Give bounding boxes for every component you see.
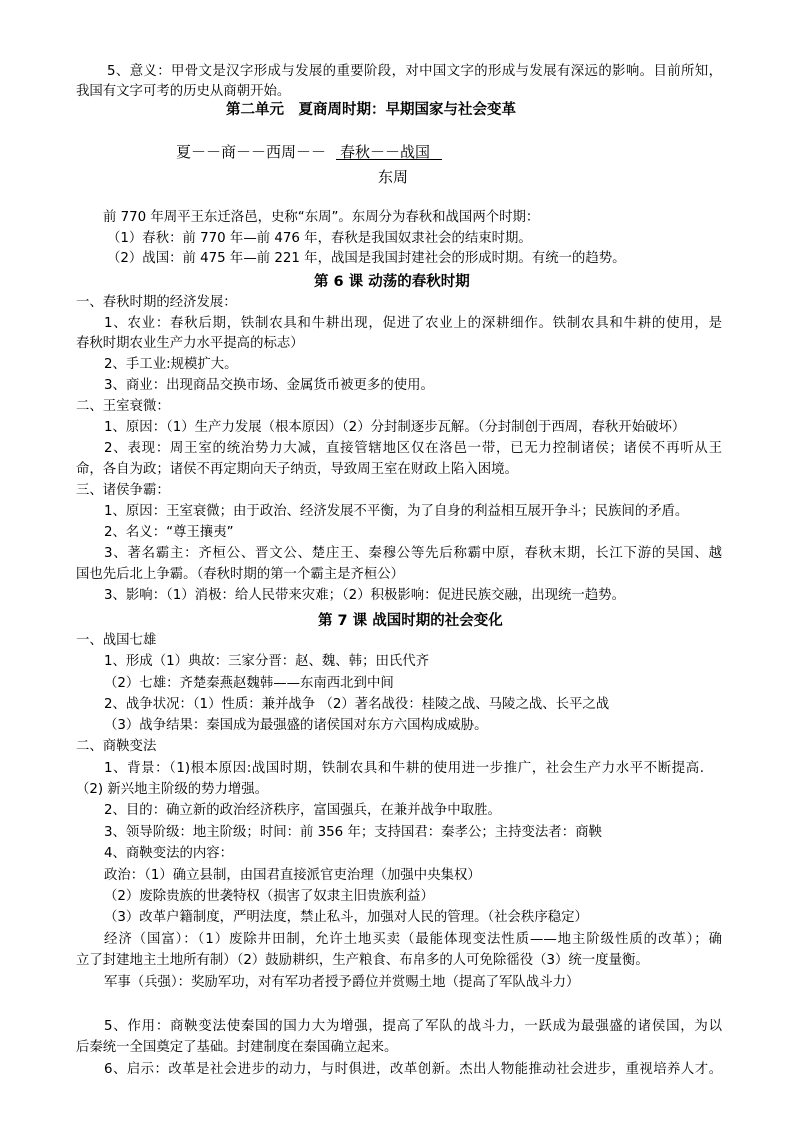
lesson6-title: 第 6 课 动荡的春秋时期 — [314, 274, 470, 290]
lesson7-s1-3: 2、战争状况：（1）性质：兼并战争 （2）著名战役：桂陵之战、马陵之战、长平之战 — [104, 697, 610, 712]
unit2-title: 第二单元 夏商周时期：早期国家与社会变革 — [226, 102, 516, 118]
lesson7-s1-2: （2）七雄：齐楚秦燕赵魏韩——东南西北到中间 — [104, 676, 394, 691]
lesson7-section-1: 一、战国七雄 — [76, 633, 157, 648]
significance-line-2: 我国有文字可考的历史从商朝开始。 — [76, 84, 291, 99]
unit2-para-3: （2）战国：前 475 年—前 221 年，战国是我国封建社会的形成时期。有统一的趋势。 — [107, 251, 626, 266]
lesson7-reform-politics-1: 政治：（1）确立县制，由国君直接派官吏治理（加强中央集权） — [104, 868, 481, 883]
lesson6-s1-1a: 1、农业：春秋后期，铁制农具和牛耕出现，促进了农业上的深耕细作。铁制农具和牛耕的使用，是 — [104, 316, 722, 331]
lesson6-s2-2a: 2、表现：周王室的统治势力大减，直接管辖地区仅在洛邑一带，已无力控制诸侯；诸侯不再听从王 — [104, 441, 722, 456]
lesson7-s2-1b: （2) 新兴地主阶级的势力增强。 — [76, 782, 269, 797]
lesson7-s2-5b: 后秦统一全国奠定了基础。封建制度在秦国确立起来。 — [76, 1040, 398, 1055]
lesson7-title: 第 7 课 战国时期的社会变化 — [318, 613, 503, 629]
lesson7-reform-economy-1: 经济（国富）：（1）废除井田制，允许土地买卖（最能体现变法性质——地主阶级性质的改革）；确 — [104, 932, 722, 947]
lesson6-s2-1: 1、原因：（1）生产力发展（根本原因）（2）分封制逐步瓦解。（分封制创于西周，春秋开始破坏） — [104, 420, 686, 435]
unit2-para-2: （1）春秋：前 770 年—前 476 年，春秋是我国奴隶社会的结束时期。 — [107, 231, 532, 246]
lesson6-s1-2: 2、手工业:规模扩大。 — [104, 357, 238, 372]
unit2-para-1: 前 770 年周平王东迁洛邑，史称“东周”。东周分为春秋和战国两个时期： — [103, 210, 540, 225]
lesson7-s2-2: 2、目的：确立新的政治经济秩序，富国强兵，在兼并战争中取胜。 — [104, 803, 501, 818]
lesson6-s3-3b: 国也先后北上争霸。（春秋时期的第一个霸主是齐桓公） — [76, 567, 405, 582]
lesson7-reform-politics-2: （2）废除贵族的世袭特权（损害了奴隶主旧贵族利益） — [104, 889, 434, 904]
lesson7-reform-politics-3: （3）改革户籍制度，严明法度，禁止私斗，加强对人民的管理。（社会秩序稳定） — [104, 910, 588, 925]
eastern-zhou-underline — [336, 159, 442, 160]
lesson6-section-2: 二、王室衰微： — [76, 399, 170, 414]
lesson6-s3-2: 2、名义：“尊王攘夷” — [104, 525, 234, 540]
timeline-main: 夏－－商－－西周－－ — [176, 143, 327, 161]
lesson6-s3-1: 1、原因：王室衰微；由于政治、经济发展不平衡，为了自身的利益相互展开争斗；民族间的矛盾。 — [104, 504, 689, 519]
lesson7-reform-economy-2: 立了封建地主土地所有制）（2）鼓励耕织，生产粮食、布帛多的人可免除徭役（3）统一度量衡。 — [76, 953, 649, 968]
lesson7-s1-1: 1、形成（1）典故：三家分晋：赵、魏、韩；田氏代齐 — [104, 654, 430, 669]
lesson6-s3-4: 3、影响：（1）消极：给人民带来灾难；（2）积极影响：促进民族交融，出现统一趋势。 — [104, 588, 625, 603]
lesson7-s2-4: 4、商鞅变法的内容： — [104, 846, 234, 861]
lesson7-s2-3: 3、领导阶级：地主阶级；时间：前 356 年；支持国君：秦孝公；主持变法者：商鞅 — [104, 825, 602, 840]
lesson6-s1-1b: 春秋时期农业生产力水平提高的标志） — [76, 336, 304, 351]
lesson7-section-2: 二、商鞅变法 — [76, 739, 157, 754]
lesson7-s1-4: （3）战争结果：秦国成为最强盛的诸侯国对东方六国构成威胁。 — [104, 718, 488, 733]
lesson7-s2-5a: 5、作用：商鞅变法使秦国的国力大为增强，提高了军队的战斗力，一跃成为最强盛的诸侯国，为以 — [104, 1019, 722, 1034]
lesson7-s2-6: 6、启示：改革是社会进步的动力，与时俱进，改革创新。杰出人物能推动社会进步，重视培养人才。 — [104, 1062, 722, 1077]
timeline-label: 东周 — [378, 168, 409, 186]
significance-line-1: 5、意义：甲骨文是汉字形成与发展的重要阶段，对中国文字的形成与发展有深远的影响。目前所知， — [107, 64, 722, 79]
lesson6-s3-3a: 3、著名霸主：齐桓公、晋文公、楚庄王、秦穆公等先后称霸中原，春秋末期，长江下游的吴国、越 — [104, 546, 722, 561]
lesson7-s2-1a: 1、背景：（1)根本原因:战国时期，铁制农具和牛耕的使用进一步推广，社会生产力水平不断提高. — [104, 761, 704, 776]
lesson6-s1-3: 3、商业：出现商品交换市场、金属货币被更多的使用。 — [104, 378, 434, 393]
lesson6-s2-2b: 命，各自为政；诸侯不再定期向天子纳贡，导致周王室在财政上陷入困境。 — [76, 462, 518, 477]
timeline-eastern: 春秋－－战国 — [340, 143, 431, 161]
lesson6-section-3: 三、诸侯争霸： — [76, 483, 170, 498]
lesson7-reform-military: 军事（兵强）：奖励军功，对有军功者授予爵位并赏赐土地（提高了军队战斗力） — [104, 975, 580, 990]
lesson6-section-1: 一、春秋时期的经济发展： — [76, 295, 237, 310]
